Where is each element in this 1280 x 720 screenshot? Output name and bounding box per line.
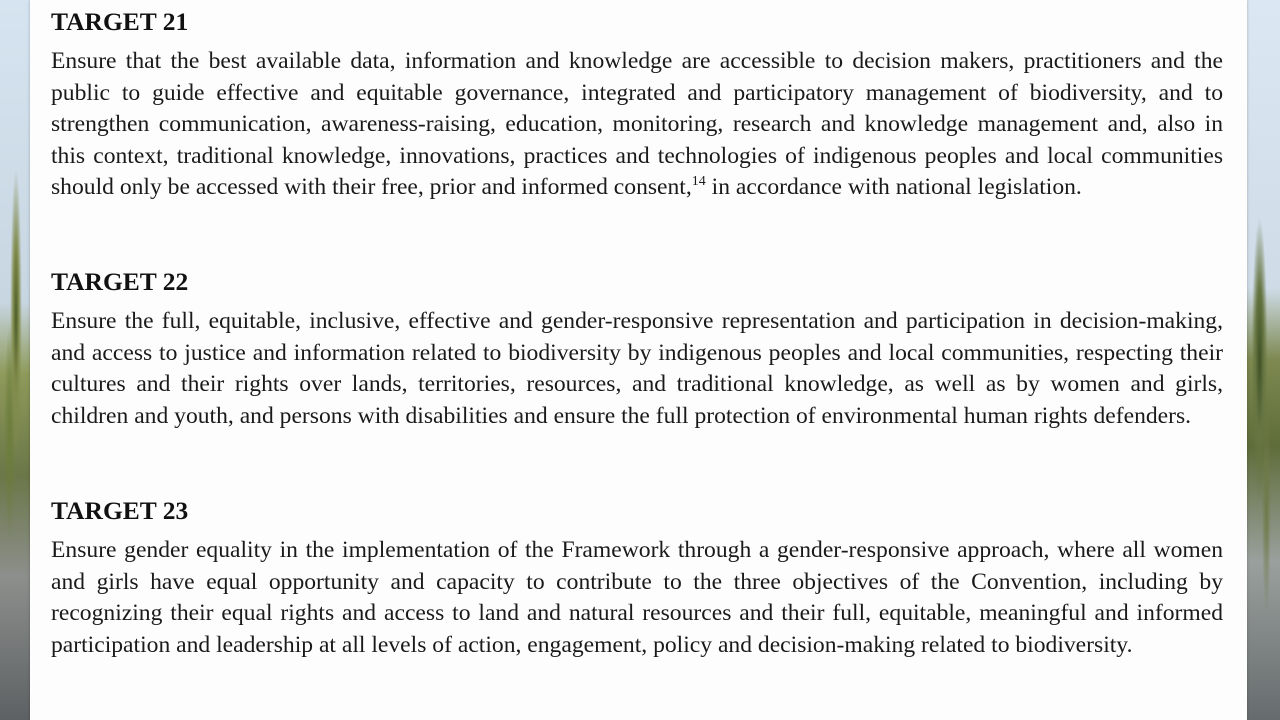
background-left-scenery [0,0,32,720]
target-23-section [51,495,1223,661]
target-22-heading: TARGET 22 [51,267,189,296]
target-23-body: Ensure gender equality in the implementation of the Framework through a gender-responsive approach, where all women and girls have equal opportunity and capacity to contribute to the three objectives of the Convention, including by recognizing their equal rights and access to land and natural resources and their full, equitable, meaningful and informed participation and leadership at all levels of action, engagement, policy and decision-making related to biodiversity. [51,537,1223,658]
target-21-section [51,6,1223,204]
document-page [30,0,1247,720]
target-21-body [51,46,1223,204]
target-23-heading: TARGET 23 [51,496,189,525]
target-21-body-text-end: in accordance with national legislation. [705,174,1082,201]
target-22-body: Ensure the full, equitable, inclusive, effective and gender-responsive representation and participation in decision-making, and access to justice and information related to biodiversity by indigenous peoples and local communities, respecting their cultures and their rights over lands, territories, resources, and traditional knowledge, as well as by women and girls, children and youth, and persons with disabilities and ensure the full protection of environmental human rights defenders. [51,308,1223,429]
footnote-reference[interactable]: 14 [691,174,706,190]
target-21-body-text: Ensure that the best available data, information and knowledge are accessible to decision makers, practitioners and the public to guide effective and equitable governance, integrated and participatory management of biodiversity, and to strengthen communication, awareness-raising, education, monitoring, research and knowledge management and, also in this context, traditional knowledge, innovations, practices and technologies of indigenous peoples and local communities should only be accessed with their free, prior and informed consent, [51,48,1223,201]
target-21-heading: TARGET 21 [51,7,189,36]
target-22-section [51,266,1223,432]
background-right-scenery [1246,0,1280,720]
